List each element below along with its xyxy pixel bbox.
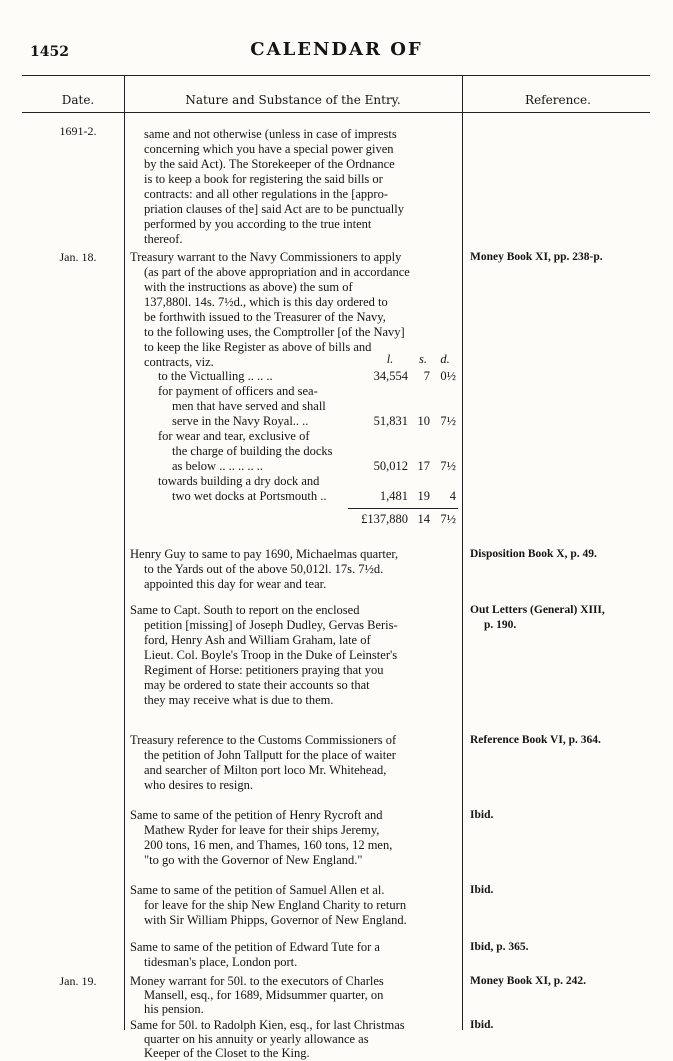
cont-line-3: by the said Act). The Storekeeper of the Ordnance [144, 157, 395, 171]
mansell-line-3: his pension. [144, 1002, 204, 1016]
cont-line-7: performed by you according to the true intent [144, 217, 372, 231]
warrant-line-5: be forthwith issued to the Treasurer of the Navy, [144, 310, 386, 324]
total-pounds: £137,880 [361, 512, 408, 526]
item-wear-pounds: 50,012 [373, 459, 408, 473]
total-pence: 7½ [440, 512, 456, 526]
reference-ibid-2: Ibid. [470, 884, 494, 896]
item-victualling-pence: 0½ [440, 369, 456, 383]
cont-line-5: contracts: and all other regulations in the [appro- [144, 187, 389, 201]
south-line-5: Regiment of Horse: petitioners praying that you [144, 663, 384, 677]
cont-line-6: priation clauses of the] said Act are to be punctually [144, 202, 404, 216]
allen-line-1: Same to same of the petition of Samuel Allen et al. [130, 883, 385, 897]
guy-line-1: Henry Guy to same to pay 1690, Michaelmas quarter, [130, 547, 399, 561]
item-wear-pence: 7½ [440, 459, 456, 473]
reference-disposition-book: Disposition Book X, p. 49. [470, 548, 597, 560]
mansell-line-1: Money warrant for 50l. to the executors of Charles [130, 974, 384, 988]
south-line-6: may be ordered to state their accounts so that [144, 678, 370, 692]
rycroft-line-3: 200 tons, 16 men, and Thames, 160 tons, 12 men, [144, 838, 393, 852]
allen-line-3: with Sir William Phipps, Governor of New England. [144, 913, 407, 927]
header-rule-top [22, 75, 650, 76]
entry-date-jan-19: Jan. 19. [59, 974, 97, 988]
entry-date-year: 1691-2. [59, 124, 97, 138]
south-line-3: ford, Henry Ash and William Graham, late of [144, 633, 371, 647]
item-officers-3: serve in the Navy Royal.. .. [172, 414, 309, 428]
south-line-7: they may receive what is due to them. [144, 693, 334, 707]
entry-date: Jan. 18. [59, 250, 97, 264]
guy-line-3: appointed this day for wear and tear. [144, 577, 327, 591]
warrant-line-2: (as part of the above appropriation and in accordance [144, 265, 410, 279]
tallputt-line-1: Treasury reference to the Customs Commissioners of [130, 733, 397, 747]
south-line-1: Same to Capt. South to report on the enclosed [130, 603, 360, 617]
header-rule-bottom [22, 112, 650, 113]
warrant-line-6: to the following uses, the Comptroller [of the Navy] [144, 325, 405, 339]
item-victualling-pounds: 34,554 [373, 369, 408, 383]
column-header-nature: Nature and Substance of the Entry. [185, 93, 401, 107]
col-shillings-label: s. [419, 352, 427, 366]
item-victualling: to the Victualling .. .. .. [158, 369, 273, 383]
south-line-2: petition [missing] of Joseph Dudley, Gervas Beris- [144, 618, 398, 632]
cont-line-2: concerning which you have a special power given [144, 142, 394, 156]
warrant-line-3: with the instructions as above) the sum of [144, 280, 353, 294]
item-docks-pence: 4 [449, 489, 456, 503]
reference-ibid-p365: Ibid, p. 365. [470, 941, 529, 953]
rycroft-line-1: Same to same of the petition of Henry Rycroft and [130, 808, 383, 822]
column-header-date: Date. [61, 93, 95, 107]
item-wear-2: the charge of building the docks [172, 444, 333, 458]
tallputt-line-4: who desires to resign. [144, 778, 254, 792]
warrant-line-1: Treasury warrant to the Navy Commissioners to apply [130, 250, 402, 264]
south-line-4: Lieut. Col. Boyle's Troop in the Duke of Leinster's [144, 648, 398, 662]
item-officers-shillings: 10 [417, 414, 430, 428]
reference-reference-book: Reference Book VI, p. 364. [470, 734, 601, 746]
kien-line-2: quarter on his annuity or yearly allowance as [144, 1032, 369, 1046]
col-pence-label: d. [440, 352, 450, 366]
kien-line-1: Same for 50l. to Radolph Kien, esq., for last Christmas [130, 1018, 405, 1032]
tallputt-line-3: and searcher of Milton port loco Mr. Whitehead, [144, 763, 387, 777]
item-docks-shillings: 19 [417, 489, 430, 503]
col-pounds-label: l. [386, 352, 394, 366]
mansell-line-2: Mansell, esq., for 1689, Midsummer quarter, on [144, 988, 384, 1002]
page-number: 1452 [30, 44, 69, 60]
item-wear-shillings: 17 [417, 459, 430, 473]
item-wear-1: for wear and tear, exclusive of [158, 429, 310, 443]
rycroft-line-4: "to go with the Governor of New England." [144, 853, 363, 867]
item-wear-3: as below .. .. .. .. .. [172, 459, 263, 473]
column-divider-date [124, 75, 125, 1030]
reference-money-book-242: Money Book XI, p. 242. [470, 975, 586, 987]
rycroft-line-2: Mathew Ryder for leave for their ships Jeremy, [144, 823, 380, 837]
kien-line-3: Keeper of the Closet to the King. [144, 1046, 310, 1060]
cont-line-1: same and not otherwise (unless in case of imprests [144, 127, 397, 141]
item-docks-2: two wet docks at Portsmouth .. [172, 489, 327, 503]
item-victualling-shillings: 7 [423, 369, 430, 383]
allen-line-2: for leave for the ship New England Charity to return [144, 898, 407, 912]
cont-line-4: is to keep a book for registering the said bills or [144, 172, 383, 186]
reference-out-letters: Out Letters (General) XIII, [470, 604, 605, 616]
item-officers-1: for payment of officers and sea- [158, 384, 318, 398]
column-header-reference: Reference. [525, 93, 591, 107]
item-officers-2: men that have served and shall [172, 399, 326, 413]
guy-line-2: to the Yards out of the above 50,012l. 17s. 7½d. [144, 562, 384, 576]
total-rule [348, 508, 458, 509]
tallputt-line-2: the petition of John Tallputt for the place of waiter [144, 748, 396, 762]
warrant-line-7: to keep the like Register as above of bills and [144, 340, 372, 354]
reference-ibid-3: Ibid. [470, 1019, 494, 1031]
column-divider-reference [462, 75, 463, 1030]
warrant-line-4: 137,880l. 14s. 7½d., which is this day ordered to [144, 295, 388, 309]
reference-money-book: Money Book XI, pp. 238-p. [470, 251, 603, 263]
cont-line-8: thereof. [144, 232, 183, 246]
item-officers-pounds: 51,831 [373, 414, 408, 428]
tute-line-2: tidesman's place, London port. [144, 955, 298, 969]
total-shillings: 14 [417, 512, 430, 526]
running-title: CALENDAR OF [250, 39, 423, 60]
item-docks-pounds: 1,481 [379, 489, 408, 503]
reference-ibid-1: Ibid. [470, 809, 494, 821]
item-docks-1: towards building a dry dock and [158, 474, 320, 488]
reference-out-letters-page: p. 190. [484, 619, 517, 631]
warrant-line-8: contracts, viz. [144, 355, 214, 369]
tute-line-1: Same to same of the petition of Edward Tute for a [130, 940, 380, 954]
item-officers-pence: 7½ [440, 414, 456, 428]
